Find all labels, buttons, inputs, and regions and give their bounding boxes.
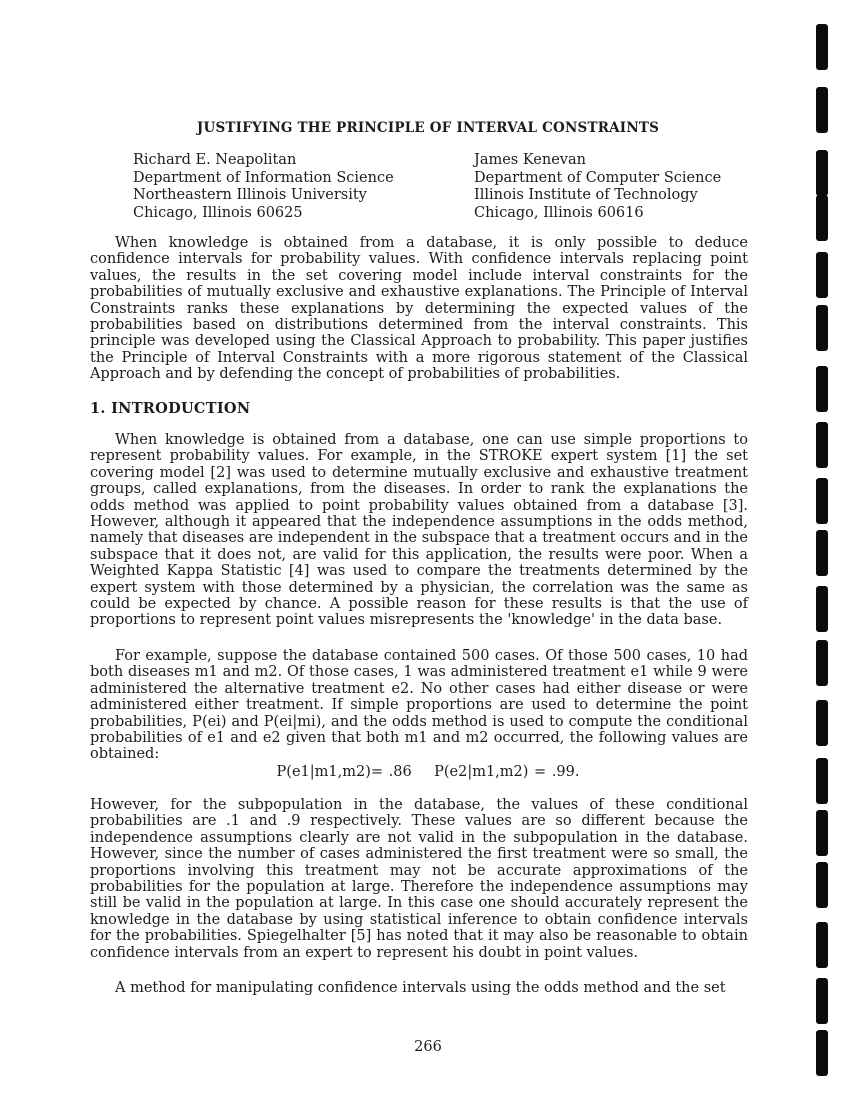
binding-hole [816, 530, 828, 576]
page-number: 266 [414, 1039, 442, 1055]
paragraph-2: For example, suppose the database contained 500 cases. Of those 500 cases, 10 had both diseases m1 and m2. Of those cases, 1 was administered treatment e1 while 9 were administered the alternative treatment e2. No other cases had either disease or were administered either treatment. If simple proportions are used to determine the point probabilities, P(ei) and P(ei|mi), and the odds method is used to compute the conditional probabilities of e1 and e2 given that both m1 and m2 occurred, the following values are obtained: [90, 648, 748, 763]
author-name: James Kenevan [474, 152, 586, 168]
binding-hole [816, 922, 828, 968]
author-institution: Northeastern Illinois University [133, 187, 367, 203]
binding-hole [816, 586, 828, 632]
binding-hole [816, 810, 828, 856]
binding-hole [816, 700, 828, 746]
paper-title: JUSTIFYING THE PRINCIPLE OF INTERVAL CONSTRAINTS [196, 120, 660, 136]
author-location: Chicago, Illinois 60625 [133, 204, 303, 221]
binding-hole [816, 305, 828, 351]
binding-hole [816, 366, 828, 412]
author-block-2 [474, 152, 721, 222]
binding-strip [816, 0, 846, 1100]
author-department: Department of Computer Science [474, 169, 722, 186]
author-institution: Illinois Institute of Technology [474, 187, 698, 203]
section-heading-introduction: 1. INTRODUCTION [90, 400, 251, 417]
author-department: Department of Information Science [133, 169, 394, 186]
paragraph-1: When knowledge is obtained from a database, one can use simple proportions to represent probability values. For example, in the STROKE expert system [1] the set covering model [2] was used to determine mutually exclusive and exhaustive treatment groups, called explanations, from the diseases. In order to rank the explanations the odds method was applied to point probability values obtained from a database [3]. However, although it appeared that the independence assumptions in the odds method, namely that diseases are independent in the subspace that a treatment occurs and in the subspace that it does not, are valid for this application, the results were poor. When a Weighted Kappa Statistic [4] was used to compare the treatments determined by the expert system with those determined by a physician, the correlation was the same as could be expected by chance. A possible reason for these results is that the use of proportions to represent point values misrepresents the 'knowledge' in the data base. [90, 432, 748, 629]
author-name: Richard E. Neapolitan [133, 152, 297, 168]
binding-hole [816, 87, 828, 133]
abstract: When knowledge is obtained from a database, it is only possible to deduce confidence intervals for probability values. With confidence intervals replacing point values, the results in the set covering model include interval constraints for the probabilities of mutually exclusive and exhaustive explanations. The Principle of Interval Constraints ranks these explanations by determining the expected values of the probabilities based on distributions determined from the interval constraints. This principle was developed using the Classical Approach to probability. This paper justifies the Principle of Interval Constraints with a more rigorous statement of the Classical Approach and by defending the concept of probabilities of probabilities. [90, 235, 748, 383]
author-location: Chicago, Illinois 60616 [474, 204, 644, 221]
equation: P(e1|m1,m2)= .86 P(e2|m1,m2) = .99. [276, 764, 580, 780]
binding-hole [816, 862, 828, 908]
author-block-1 [133, 152, 394, 222]
paragraph-3: However, for the subpopulation in the database, the values of these conditional probabilities are .1 and .9 respectively. These values are so different because the independence assumptions clearly are not valid in the subpopulation in the database. However, since the number of cases administered the first treatment were so small, the proportions involving this treatment may not be accurate approximations of the probabilities for the population at large. Therefore the independence assumptions may still be valid in the population at large. In this case one should accurately represent the knowledge in the database by using statistical inference to obtain confidence intervals for the probabilities. Spiegelhalter [5] has noted that it may also be reasonable to obtain confidence intervals from an expert to represent his doubt in point values. [90, 797, 748, 961]
binding-hole [816, 478, 828, 524]
binding-hole [816, 195, 828, 241]
paragraph-4: A method for manipulating confidence intervals using the odds method and the set [115, 980, 726, 996]
binding-hole [816, 252, 828, 298]
binding-hole [816, 150, 828, 196]
binding-hole [816, 24, 828, 70]
binding-hole [816, 422, 828, 468]
binding-hole [816, 1030, 828, 1076]
binding-hole [816, 978, 828, 1024]
binding-hole [816, 640, 828, 686]
binding-hole [816, 758, 828, 804]
